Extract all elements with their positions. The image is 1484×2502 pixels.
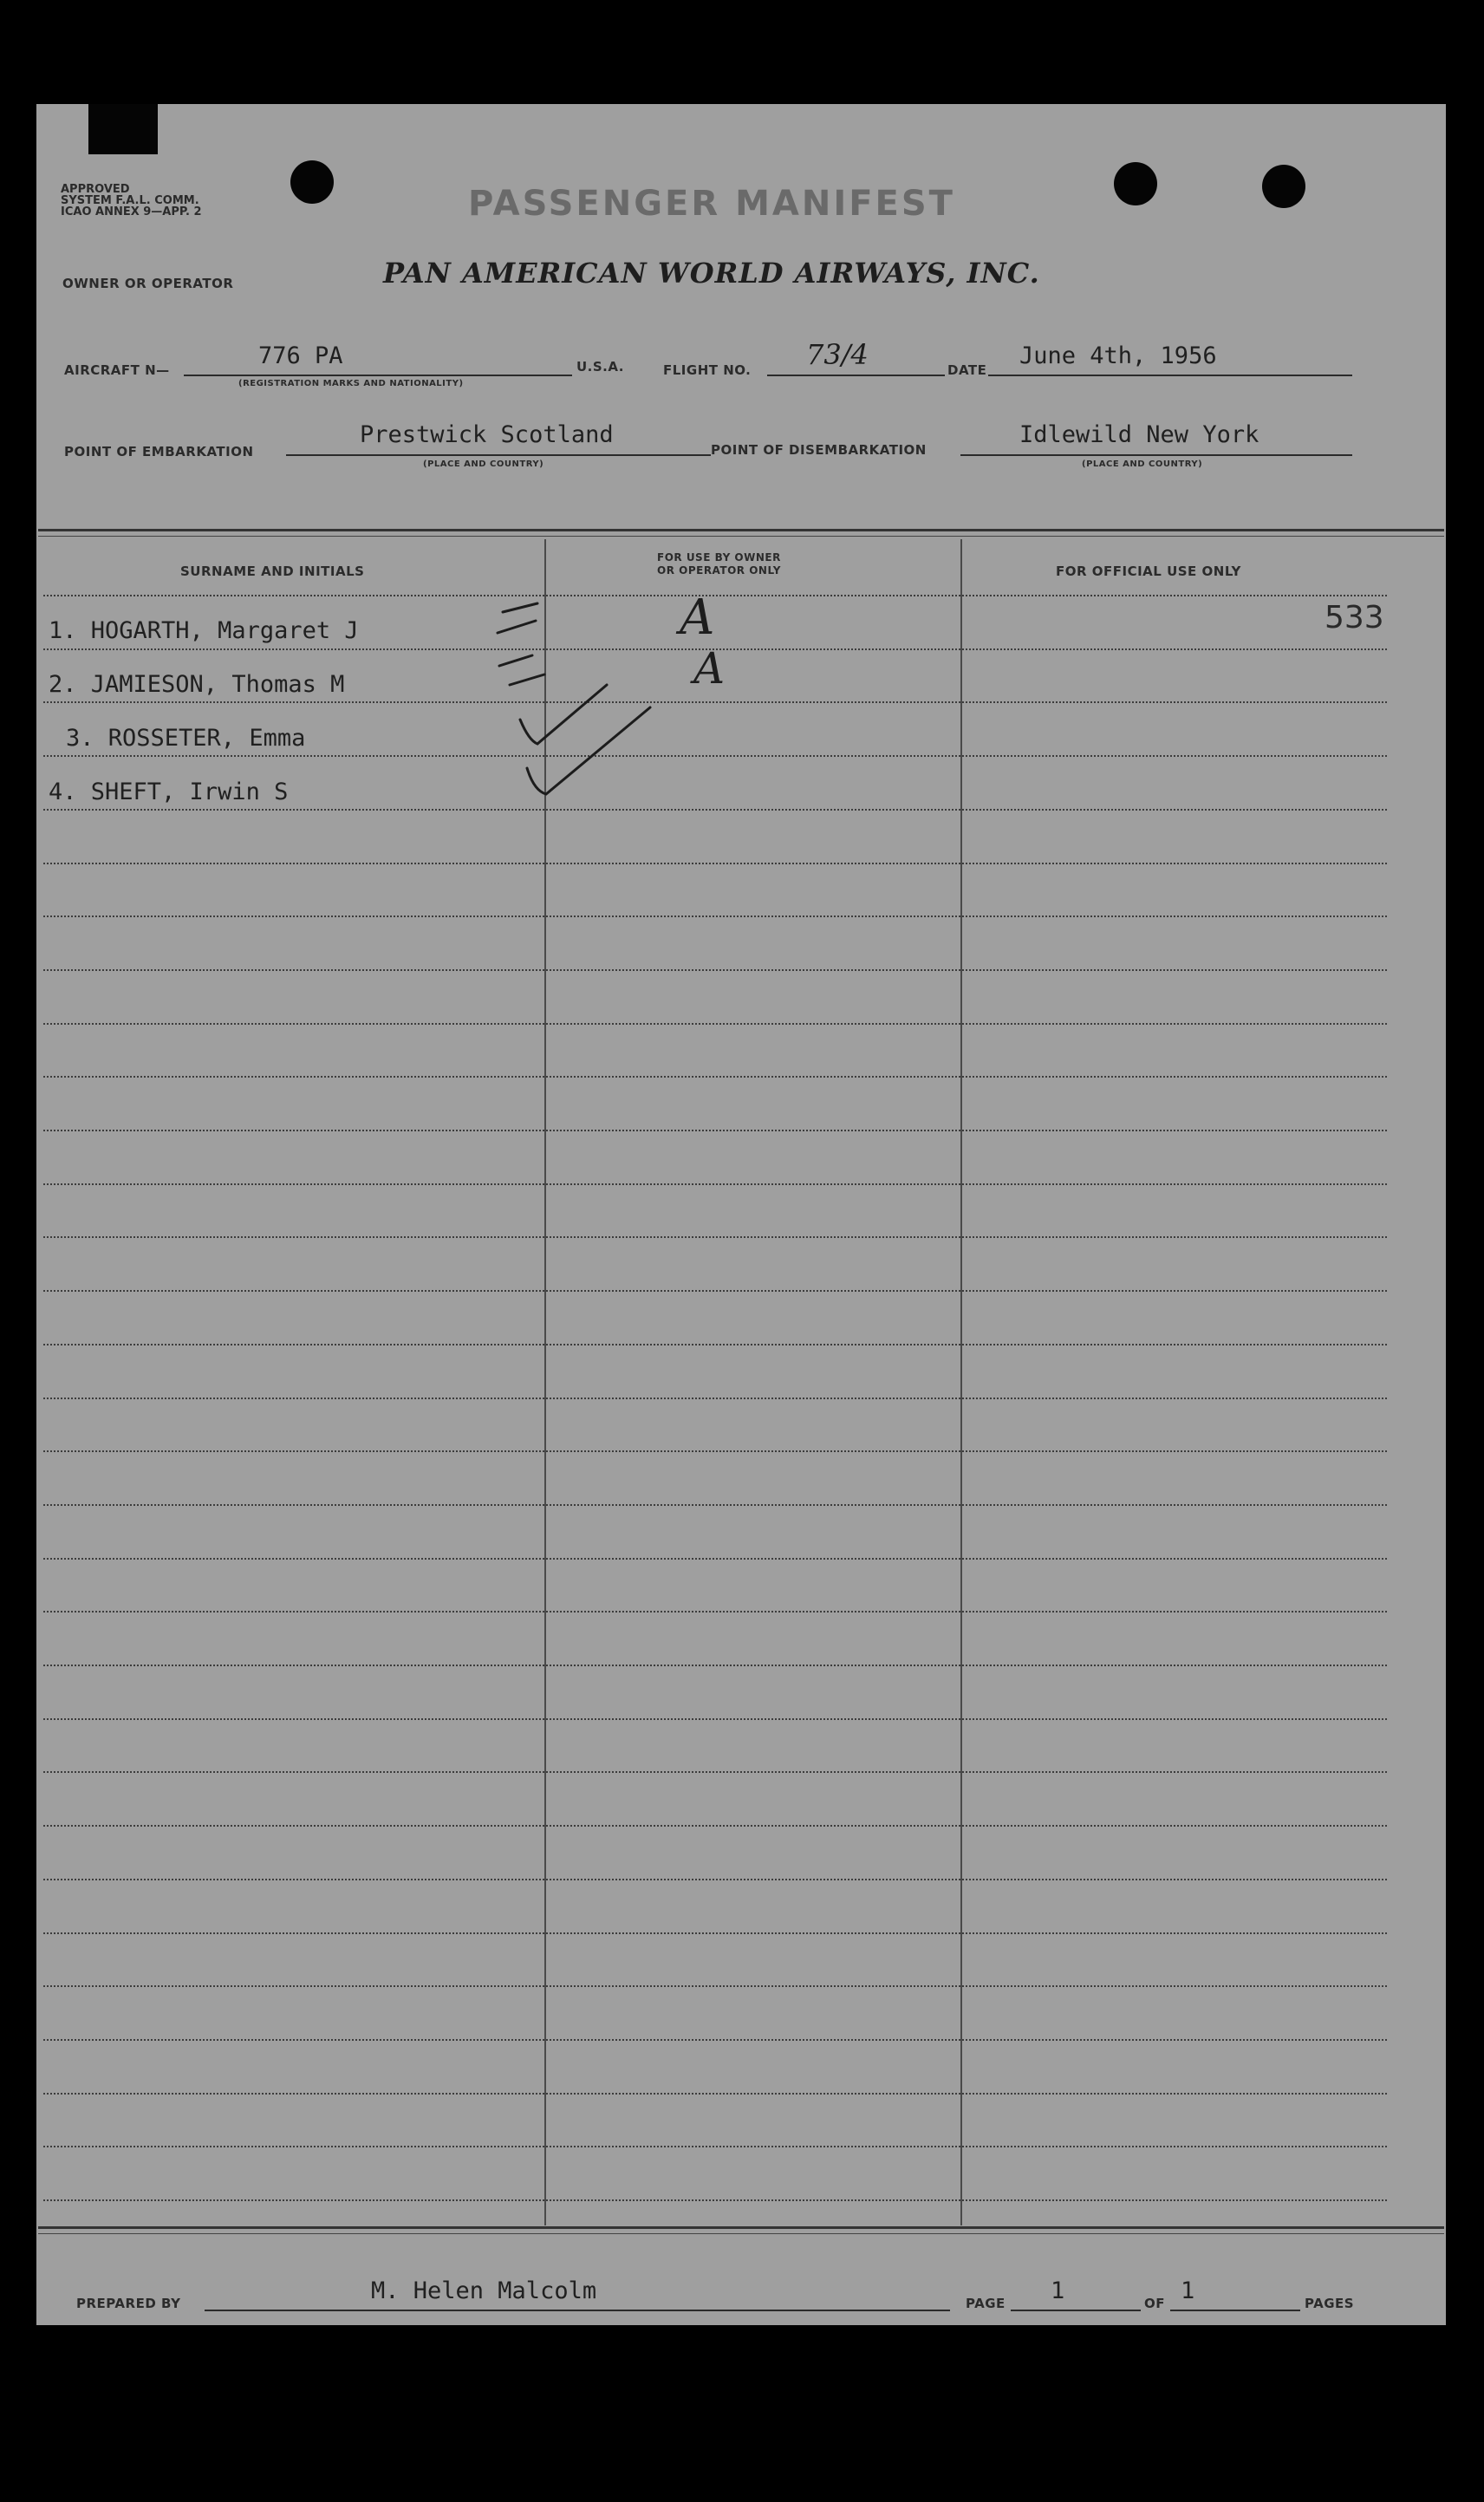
date-value: June 4th, 1956 xyxy=(1019,342,1217,369)
flight-value: 73/4 xyxy=(806,338,869,371)
official-number: 533 xyxy=(1325,600,1384,635)
tick-stroke xyxy=(503,603,537,612)
passenger-entry: 4. SHEFT, Irwin S xyxy=(49,779,289,805)
footer-top-rule-inner xyxy=(38,2233,1444,2234)
row-rule xyxy=(43,1130,1387,1131)
footer-top-rule xyxy=(38,2226,1444,2229)
punch-hole xyxy=(1114,162,1157,205)
row-rule xyxy=(43,1558,1387,1560)
date-label: DATE xyxy=(947,362,987,378)
date-underline xyxy=(988,375,1352,376)
row-rule xyxy=(43,1932,1387,1934)
row-rule xyxy=(43,755,1387,757)
check-marks xyxy=(485,598,693,824)
row-rule xyxy=(43,1718,1387,1720)
row-rule xyxy=(43,2093,1387,2095)
column-divider xyxy=(960,539,962,2225)
embarkation-caption: (PLACE AND COUNTRY) xyxy=(423,459,544,469)
embarkation-underline xyxy=(286,454,711,456)
embarkation-value: Prestwick Scotland xyxy=(360,421,614,448)
check-stroke xyxy=(520,685,607,744)
col-header-official-use: FOR OFFICIAL USE ONLY xyxy=(1056,564,1241,579)
row-rule xyxy=(43,969,1387,971)
row-rule xyxy=(43,1290,1387,1292)
row-rule xyxy=(43,1665,1387,1666)
row-rule xyxy=(43,1023,1387,1025)
row-rule xyxy=(43,595,1387,596)
operator-mark: A xyxy=(680,590,715,646)
row-rule xyxy=(43,915,1387,917)
embarkation-label: POINT OF EMBARKATION xyxy=(64,444,254,459)
row-rule xyxy=(43,2199,1387,2201)
page-value: 1 xyxy=(1051,2277,1065,2304)
page-label: PAGE xyxy=(966,2296,1006,2311)
usa-label: U.S.A. xyxy=(576,359,624,375)
row-rule xyxy=(43,1076,1387,1078)
disembarkation-value: Idlewild New York xyxy=(1019,421,1259,448)
disembarkation-label: POINT OF DISEMBARKATION xyxy=(711,442,927,458)
check-stroke xyxy=(527,707,650,794)
form-title: PASSENGER MANIFEST xyxy=(468,184,955,224)
company-name: PAN AMERICAN WORLD AIRWAYS, INC. xyxy=(383,257,1040,290)
row-rule xyxy=(43,1879,1387,1880)
prepared-value: M. Helen Malcolm xyxy=(371,2277,597,2304)
row-rule xyxy=(43,1825,1387,1827)
aircraft-underline xyxy=(184,375,572,376)
aircraft-label: AIRCRAFT N— xyxy=(64,362,170,378)
row-rule xyxy=(43,1450,1387,1452)
row-rule xyxy=(43,1611,1387,1613)
col-header-owner-use-2: OR OPERATOR ONLY xyxy=(657,564,781,577)
row-rule xyxy=(43,701,1387,703)
row-rule xyxy=(43,1183,1387,1185)
pages-label: PAGES xyxy=(1305,2296,1355,2311)
row-rule xyxy=(43,809,1387,811)
disembarkation-caption: (PLACE AND COUNTRY) xyxy=(1082,459,1203,469)
punch-hole xyxy=(290,160,334,204)
of-value: 1 xyxy=(1181,2277,1195,2304)
disembarkation-underline xyxy=(960,454,1352,456)
flight-underline xyxy=(767,375,945,376)
row-rule xyxy=(43,1344,1387,1345)
flight-label: FLIGHT NO. xyxy=(663,362,752,378)
table-top-rule xyxy=(38,529,1444,531)
row-rule xyxy=(43,1398,1387,1399)
row-rule xyxy=(43,1985,1387,1987)
punch-hole xyxy=(1262,165,1305,208)
page-underline xyxy=(1011,2310,1141,2311)
approval-note: APPROVED SYSTEM F.A.L. COMM. ICAO ANNEX 9—APP. 2 xyxy=(61,183,202,218)
tape-mark xyxy=(88,104,158,154)
of-label: OF xyxy=(1144,2296,1165,2311)
col-header-owner-use-1: FOR USE BY OWNER xyxy=(657,551,781,564)
row-rule xyxy=(43,863,1387,864)
row-rule xyxy=(43,1504,1387,1506)
of-underline xyxy=(1170,2310,1300,2311)
aircraft-value: 776 PA xyxy=(258,342,343,369)
row-rule xyxy=(43,1236,1387,1238)
tick-stroke xyxy=(499,655,532,666)
tick-stroke xyxy=(498,621,536,633)
passenger-entry: 1. HOGARTH, Margaret J xyxy=(49,617,359,644)
row-rule xyxy=(43,2039,1387,2041)
table-top-rule-inner xyxy=(38,536,1444,537)
col-header-surname: SURNAME AND INITIALS xyxy=(180,564,365,579)
row-rule xyxy=(43,2146,1387,2147)
owner-label: OWNER OR OPERATOR xyxy=(62,276,234,291)
passenger-entry: 3. ROSSETER, Emma xyxy=(66,725,306,752)
registration-caption: (REGISTRATION MARKS AND NATIONALITY) xyxy=(238,379,464,388)
prepared-underline xyxy=(205,2310,950,2311)
row-rule xyxy=(43,1771,1387,1773)
prepared-label: PREPARED BY xyxy=(76,2296,181,2311)
passenger-entry: 2. JAMIESON, Thomas M xyxy=(49,671,345,698)
tick-stroke xyxy=(510,674,544,685)
operator-mark: A xyxy=(693,643,726,694)
